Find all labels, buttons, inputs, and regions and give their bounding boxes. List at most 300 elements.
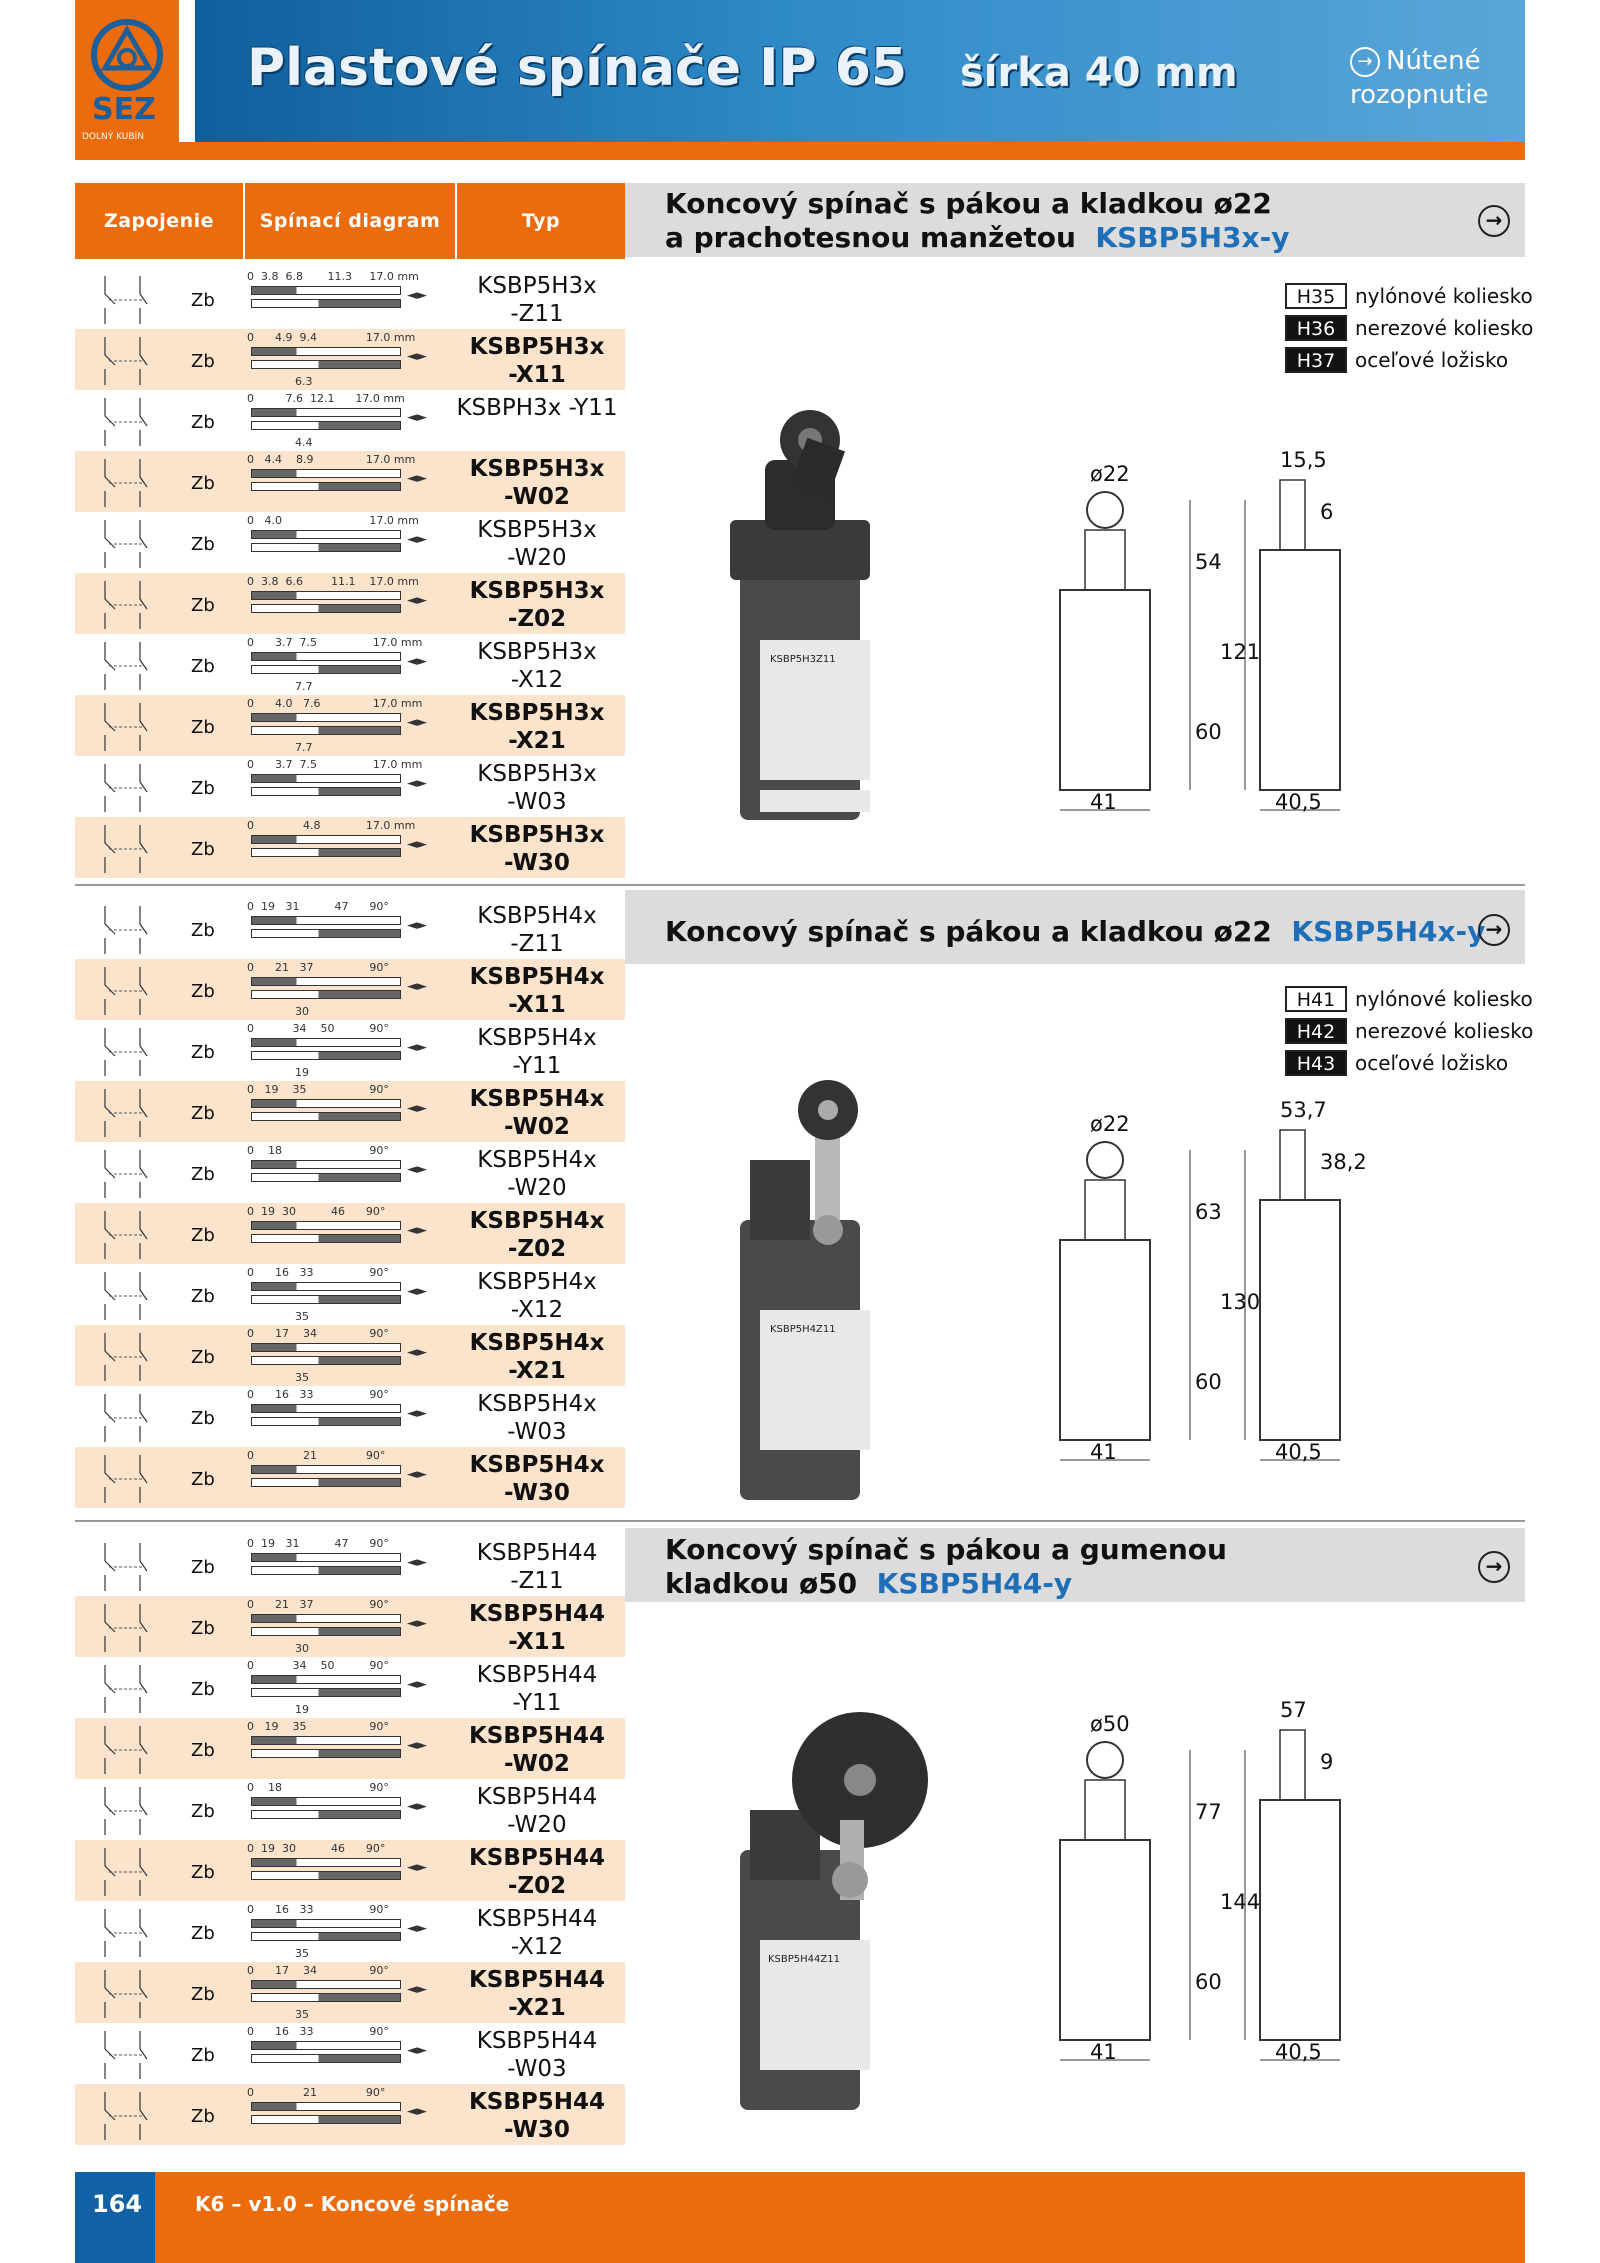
legend-code: H43 (1285, 1050, 1347, 1076)
diagram-mark: 35 (295, 2008, 309, 2021)
wiring-diagram-icon (75, 329, 185, 390)
wiring-diagram-icon (75, 756, 185, 817)
wiring-diagram-icon (75, 451, 185, 512)
direction-arrow-icon: ◄► (407, 1738, 427, 1753)
type-code: KSBP5H4x -W03 (477, 1391, 597, 1445)
dimension-label: ø22 (1090, 1112, 1130, 1136)
contact-bar (251, 1465, 401, 1474)
contact-bar (251, 1871, 401, 1880)
dimension-label: 41 (1090, 2040, 1117, 2064)
dimension-label: 41 (1090, 790, 1117, 814)
wiring-diagram-icon (75, 390, 185, 451)
wiring-diagram-icon (75, 959, 185, 1020)
switching-diagram (235, 819, 450, 876)
table-row (75, 2023, 625, 2084)
dimension-label: 15,5 (1280, 448, 1327, 472)
contact-bar (251, 408, 401, 417)
direction-arrow-icon: ◄► (407, 1467, 427, 1482)
diagram-mark: 30 (295, 1005, 309, 1018)
contact-bar (251, 1038, 401, 1047)
type-code: KSBP5H4x -Z11 (477, 903, 597, 957)
direction-arrow-icon: ◄► (407, 715, 427, 730)
legend-text: oceľové ložisko (1355, 1051, 1509, 1075)
type-code: KSBP5H4x -W30 (469, 1452, 605, 1506)
direction-arrow-icon: ◄► (407, 593, 427, 608)
diagram-scale: 0 19 35 90° (247, 1720, 389, 1733)
switching-diagram (235, 1720, 450, 1777)
type-code: KSBP5H3x -X11 (469, 334, 605, 388)
type-code: KSBP5H4x -Y11 (477, 1025, 597, 1079)
direction-arrow-icon: ◄► (407, 1345, 427, 1360)
drawing-section1 (1030, 440, 1430, 844)
contact-bar (251, 1051, 401, 1060)
direction-arrow-icon: ◄► (407, 1799, 427, 1814)
contact-bar (251, 977, 401, 986)
contact-bar (251, 299, 401, 308)
diagram-scale: 0 21 37 90° (247, 961, 389, 974)
wiring-diagram-icon (75, 817, 185, 878)
diagram-scale: 0 17 34 90° (247, 1964, 389, 1977)
wiring-diagram-icon (75, 1020, 185, 1081)
table-row (75, 1081, 625, 1142)
switching-diagram (235, 1842, 450, 1899)
header-band-bottom (75, 142, 1525, 160)
diagram-scale: 0 19 31 47 90° (247, 1537, 389, 1550)
table-row (75, 512, 625, 573)
zb-label: Zb (191, 595, 215, 616)
switching-diagram (235, 1964, 450, 2021)
switching-diagram (235, 1083, 450, 1140)
contact-bar (251, 1295, 401, 1304)
contact-bar (251, 1282, 401, 1291)
dimension-label: 60 (1195, 1370, 1222, 1394)
zb-label: Zb (191, 1469, 215, 1490)
wiring-diagram-icon (75, 1901, 185, 1962)
section1-title-line1: Koncový spínač s pákou a kladkou ø22 (665, 187, 1272, 220)
direction-arrow-icon: ◄► (407, 1860, 427, 1875)
wiring-diagram-icon (75, 1535, 185, 1596)
diagram-mark: 35 (295, 1371, 309, 1384)
diagram-scale: 0 4.9 9.4 17.0 mm (247, 331, 416, 344)
direction-arrow-icon: ◄► (407, 2043, 427, 2058)
table-row (75, 817, 625, 878)
wiring-diagram-icon (75, 634, 185, 695)
switching-diagram (235, 1144, 450, 1201)
zb-label: Zb (191, 1103, 215, 1124)
wiring-diagram-icon (75, 1142, 185, 1203)
diagram-scale: 0 17 34 90° (247, 1327, 389, 1340)
zb-label: Zb (191, 1801, 215, 1822)
section1-title-line2: a prachotesnou manžetou (665, 221, 1076, 254)
direction-arrow-icon: ◄► (407, 1406, 427, 1421)
logo-text: SEZ (92, 92, 156, 127)
switching-diagram (235, 758, 450, 815)
diagram-scale: 0 34 50 90° (247, 1022, 389, 1035)
table-row (75, 1264, 625, 1325)
wiring-diagram-icon (75, 1447, 185, 1508)
switching-diagram (235, 1266, 450, 1323)
page-subtitle: šírka 40 mm (960, 50, 1238, 96)
wiring-diagram-icon (75, 512, 185, 573)
switching-diagram (235, 2086, 450, 2143)
type-code: KSBP5H44 -Z02 (468, 1845, 606, 1899)
direction-arrow-icon: ◄► (407, 979, 427, 994)
contact-bar (251, 1566, 401, 1575)
table-row (75, 329, 625, 390)
legend-code: H35 (1285, 283, 1347, 309)
legend-item (1285, 1047, 1533, 1079)
dimension-label: 6 (1320, 500, 1334, 524)
zb-label: Zb (191, 2106, 215, 2127)
wiring-diagram-icon (75, 1081, 185, 1142)
diagram-scale: 0 16 33 90° (247, 2025, 389, 2038)
switching-diagram (235, 331, 450, 388)
contact-bar (251, 1099, 401, 1108)
dimension-label: 40,5 (1275, 790, 1322, 814)
wiring-diagram-icon (75, 1840, 185, 1901)
contact-bar (251, 2102, 401, 2111)
legend-item (1285, 344, 1533, 376)
dimension-label: 57 (1280, 1698, 1307, 1722)
direction-arrow-icon: ◄► (407, 410, 427, 425)
direction-arrow-icon: ◄► (407, 1677, 427, 1692)
direction-arrow-icon: ◄► (407, 918, 427, 933)
contact-bar (251, 1417, 401, 1426)
zb-label: Zb (191, 1984, 215, 2005)
type-code: KSBP5H44 -X12 (476, 1906, 598, 1960)
dimension-label: ø22 (1090, 462, 1130, 486)
col-header-wiring: Zapojenie (75, 183, 243, 259)
zb-label: Zb (191, 1164, 215, 1185)
table-row (75, 1962, 625, 2023)
diagram-scale: 0 34 50 90° (247, 1659, 389, 1672)
dimension-label: 53,7 (1280, 1098, 1327, 1122)
switching-diagram (235, 636, 450, 693)
dimension-label: 41 (1090, 1440, 1117, 1464)
drawing-section3 (1030, 1690, 1430, 2094)
direction-arrow-icon: ◄► (407, 288, 427, 303)
contact-bar (251, 543, 401, 552)
diagram-scale: 0 3.7 7.5 17.0 mm (247, 636, 423, 649)
switching-diagram (235, 1598, 450, 1655)
direction-arrow-icon: ◄► (407, 1921, 427, 1936)
contact-bar (251, 713, 401, 722)
dimension-label: 40,5 (1275, 1440, 1322, 1464)
zb-label: Zb (191, 534, 215, 555)
dimension-label: 40,5 (1275, 2040, 1322, 2064)
legend-text: nylónové koliesko (1355, 987, 1533, 1011)
contact-bar (251, 1932, 401, 1941)
contact-bar (251, 1688, 401, 1697)
diagram-scale: 0 18 90° (247, 1144, 389, 1157)
contact-bar (251, 916, 401, 925)
zb-label: Zb (191, 1923, 215, 1944)
contact-bar (251, 591, 401, 600)
diagram-mark: 7.7 (295, 680, 313, 693)
contact-bar (251, 726, 401, 735)
section2-legend (1285, 983, 1533, 1079)
section-divider (75, 1520, 1525, 1522)
diagram-scale: 0 4.0 17.0 mm (247, 514, 419, 527)
diagram-mark: 19 (295, 1066, 309, 1079)
contact-bar (251, 990, 401, 999)
contact-bar (251, 1356, 401, 1365)
zb-label: Zb (191, 351, 215, 372)
type-code: KSBP5H3x -W30 (469, 822, 605, 876)
table-row (75, 2084, 625, 2145)
legend-code: H42 (1285, 1018, 1347, 1044)
switching-diagram (235, 1022, 450, 1079)
dimension-label: 121 (1220, 640, 1261, 664)
wiring-diagram-icon (75, 2084, 185, 2145)
wiring-diagram-icon (75, 1657, 185, 1718)
direction-arrow-icon: ◄► (407, 837, 427, 852)
table-row (75, 1203, 625, 1264)
contact-bar (251, 1627, 401, 1636)
zb-label: Zb (191, 290, 215, 311)
zb-label: Zb (191, 1862, 215, 1883)
dimension-label: 130 (1220, 1290, 1261, 1314)
wiring-diagram-icon (75, 1596, 185, 1657)
wiring-diagram-icon (75, 573, 185, 634)
forced-opening-icon: → (1478, 1551, 1510, 1583)
type-code: KSBP5H3x -X12 (477, 639, 597, 693)
zb-label: Zb (191, 778, 215, 799)
legend-text: nylónové koliesko (1355, 284, 1533, 308)
diagram-scale: 0 19 30 46 90° (247, 1205, 386, 1218)
section3-code: KSBP5H44-y (876, 1567, 1073, 1600)
zb-label: Zb (191, 1557, 215, 1578)
contact-bar (251, 787, 401, 796)
zb-label: Zb (191, 717, 215, 738)
contact-bar (251, 1404, 401, 1413)
zb-label: Zb (191, 1286, 215, 1307)
diagram-mark: 30 (295, 1642, 309, 1655)
dimension-label: 60 (1195, 1970, 1222, 1994)
zb-label: Zb (191, 1618, 215, 1639)
wiring-diagram-icon (75, 1264, 185, 1325)
contact-bar (251, 1993, 401, 2002)
type-code: KSBP5H3x -W02 (469, 456, 605, 510)
direction-arrow-icon: ◄► (407, 1555, 427, 1570)
table-row (75, 390, 625, 451)
wiring-diagram-icon (75, 268, 185, 329)
contact-bar (251, 482, 401, 491)
zb-label: Zb (191, 412, 215, 433)
type-code: KSBP5H4x -W20 (477, 1147, 597, 1201)
zb-label: Zb (191, 981, 215, 1002)
legend-item (1285, 280, 1533, 312)
contact-bar (251, 1478, 401, 1487)
contact-bar (251, 1553, 401, 1562)
table-row (75, 1020, 625, 1081)
diagram-scale: 0 21 37 90° (247, 1598, 389, 1611)
type-code: KSBP5H3x -Z02 (469, 578, 605, 632)
switching-diagram (235, 270, 450, 327)
direction-arrow-icon: ◄► (407, 1982, 427, 1997)
wiring-diagram-icon (75, 1779, 185, 1840)
contact-bar (251, 835, 401, 844)
diagram-scale: 0 3.8 6.6 11.1 17.0 mm (247, 575, 419, 588)
section1-code: KSBP5H3x-y (1095, 221, 1290, 254)
contact-bar (251, 1675, 401, 1684)
switching-diagram (235, 2025, 450, 2082)
direction-arrow-icon: ◄► (407, 1101, 427, 1116)
diagram-scale: 0 16 33 90° (247, 1266, 389, 1279)
product-photo-ksbp5h4x (700, 1080, 930, 1510)
contact-bar (251, 2115, 401, 2124)
wiring-diagram-icon (75, 898, 185, 959)
diagram-scale: 0 21 90° (247, 2086, 386, 2099)
diagram-mark: 6.3 (295, 375, 313, 388)
forced-opening-line1: Nútené (1386, 46, 1481, 76)
contact-bar (251, 1749, 401, 1758)
contact-bar (251, 1919, 401, 1928)
switching-diagram (235, 961, 450, 1018)
contact-bar (251, 929, 401, 938)
contact-bar (251, 1160, 401, 1169)
contact-bar (251, 652, 401, 661)
dimension-label: 54 (1195, 550, 1222, 574)
zb-label: Zb (191, 2045, 215, 2066)
diagram-mark: 19 (295, 1703, 309, 1716)
direction-arrow-icon: ◄► (407, 1284, 427, 1299)
type-code: KSBPH3x -Y11 (456, 395, 618, 421)
table-row (75, 1386, 625, 1447)
dimension-label: 9 (1320, 1750, 1334, 1774)
section1-legend (1285, 280, 1533, 376)
wiring-diagram-icon (75, 1203, 185, 1264)
diagram-scale: 0 16 33 90° (247, 1388, 389, 1401)
col-header-type: Typ (457, 183, 625, 259)
forced-opening-icon: → (1478, 914, 1510, 946)
diagram-scale: 0 3.7 7.5 17.0 mm (247, 758, 423, 771)
diagram-scale: 0 21 90° (247, 1449, 386, 1462)
contact-bar (251, 347, 401, 356)
forced-opening-line2: rozopnutie (1350, 80, 1489, 110)
contact-bar (251, 1980, 401, 1989)
type-code: KSBP5H3x -Z11 (477, 273, 597, 327)
contact-bar (251, 1112, 401, 1121)
table-row (75, 695, 625, 756)
switching-diagram (235, 1388, 450, 1445)
contact-bar (251, 421, 401, 430)
diagram-scale: 0 3.8 6.8 11.3 17.0 mm (247, 270, 419, 283)
contact-bar (251, 2054, 401, 2063)
logo-subtext: DOLNÝ KUBÍN (82, 132, 144, 142)
zb-label: Zb (191, 839, 215, 860)
contact-bar (251, 1858, 401, 1867)
section2-title-line1: Koncový spínač s pákou a kladkou ø22 (665, 915, 1272, 948)
direction-arrow-icon: ◄► (407, 1040, 427, 1055)
table-row (75, 756, 625, 817)
table-row (75, 1535, 625, 1596)
type-code: KSBP5H44 -X21 (468, 1967, 606, 2021)
diagram-scale: 0 4.8 17.0 mm (247, 819, 416, 832)
table-row (75, 268, 625, 329)
table-row (75, 451, 625, 512)
wiring-diagram-icon (75, 1718, 185, 1779)
contact-bar (251, 1343, 401, 1352)
contact-bar (251, 604, 401, 613)
forced-opening-note (1350, 44, 1488, 112)
switching-diagram (235, 1781, 450, 1838)
contact-bar (251, 469, 401, 478)
legend-code: H37 (1285, 347, 1347, 373)
direction-arrow-icon: ◄► (407, 776, 427, 791)
switching-diagram (235, 514, 450, 571)
legend-item (1285, 983, 1533, 1015)
type-code: KSBP5H44 -W30 (468, 2089, 606, 2143)
footer-text: K6 – v1.0 – Koncové spínače (195, 2192, 510, 2216)
type-code: KSBP5H4x -X11 (469, 964, 605, 1018)
direction-arrow-icon: ◄► (407, 1616, 427, 1631)
contact-bar (251, 530, 401, 539)
dimension-label: 63 (1195, 1200, 1222, 1224)
zb-label: Zb (191, 1225, 215, 1246)
diagram-mark: 4.4 (295, 436, 313, 449)
type-code: KSBP5H4x -Z02 (469, 1208, 605, 1262)
contact-bar (251, 665, 401, 674)
table-row (75, 634, 625, 695)
drawing-section2 (1030, 1090, 1430, 1494)
legend-code: H36 (1285, 315, 1347, 341)
switching-diagram (235, 575, 450, 632)
section1-title (665, 187, 1289, 255)
svg-text:KSBP5H3Z11: KSBP5H3Z11 (770, 654, 836, 665)
contact-bar (251, 1797, 401, 1806)
table-row (75, 1447, 625, 1508)
diagram-scale: 0 18 90° (247, 1781, 389, 1794)
zb-label: Zb (191, 473, 215, 494)
diagram-scale: 0 19 30 46 90° (247, 1842, 386, 1855)
table-row (75, 959, 625, 1020)
type-code: KSBP5H3x -W03 (477, 761, 597, 815)
zb-label: Zb (191, 920, 215, 941)
direction-arrow-icon: ◄► (407, 1162, 427, 1177)
zb-label: Zb (191, 1740, 215, 1761)
type-code: KSBP5H44 -X11 (468, 1601, 606, 1655)
table-row (75, 1596, 625, 1657)
section2-title (665, 915, 1485, 949)
dimension-label: 144 (1220, 1890, 1261, 1914)
table-row (75, 1718, 625, 1779)
zb-label: Zb (191, 1408, 215, 1429)
legend-text: nerezové koliesko (1355, 1019, 1534, 1043)
contact-bar (251, 848, 401, 857)
type-code: KSBP5H3x -W20 (477, 517, 597, 571)
switching-diagram (235, 900, 450, 957)
contact-bar (251, 1736, 401, 1745)
table-row (75, 1657, 625, 1718)
switching-diagram (235, 392, 450, 449)
product-photo-ksbp5h44 (720, 1700, 940, 2120)
table-row (75, 1325, 625, 1386)
diagram-scale: 0 4.0 7.6 17.0 mm (247, 697, 423, 710)
direction-arrow-icon: ◄► (407, 654, 427, 669)
switching-diagram (235, 1659, 450, 1716)
legend-item (1285, 312, 1533, 344)
legend-item (1285, 1015, 1533, 1047)
wiring-diagram-icon (75, 1325, 185, 1386)
type-code: KSBP5H3x -X21 (469, 700, 605, 754)
zb-label: Zb (191, 1679, 215, 1700)
switching-diagram (235, 1205, 450, 1262)
zb-label: Zb (191, 656, 215, 677)
legend-code: H41 (1285, 986, 1347, 1012)
dimension-label: 60 (1195, 720, 1222, 744)
direction-arrow-icon: ◄► (407, 1223, 427, 1238)
